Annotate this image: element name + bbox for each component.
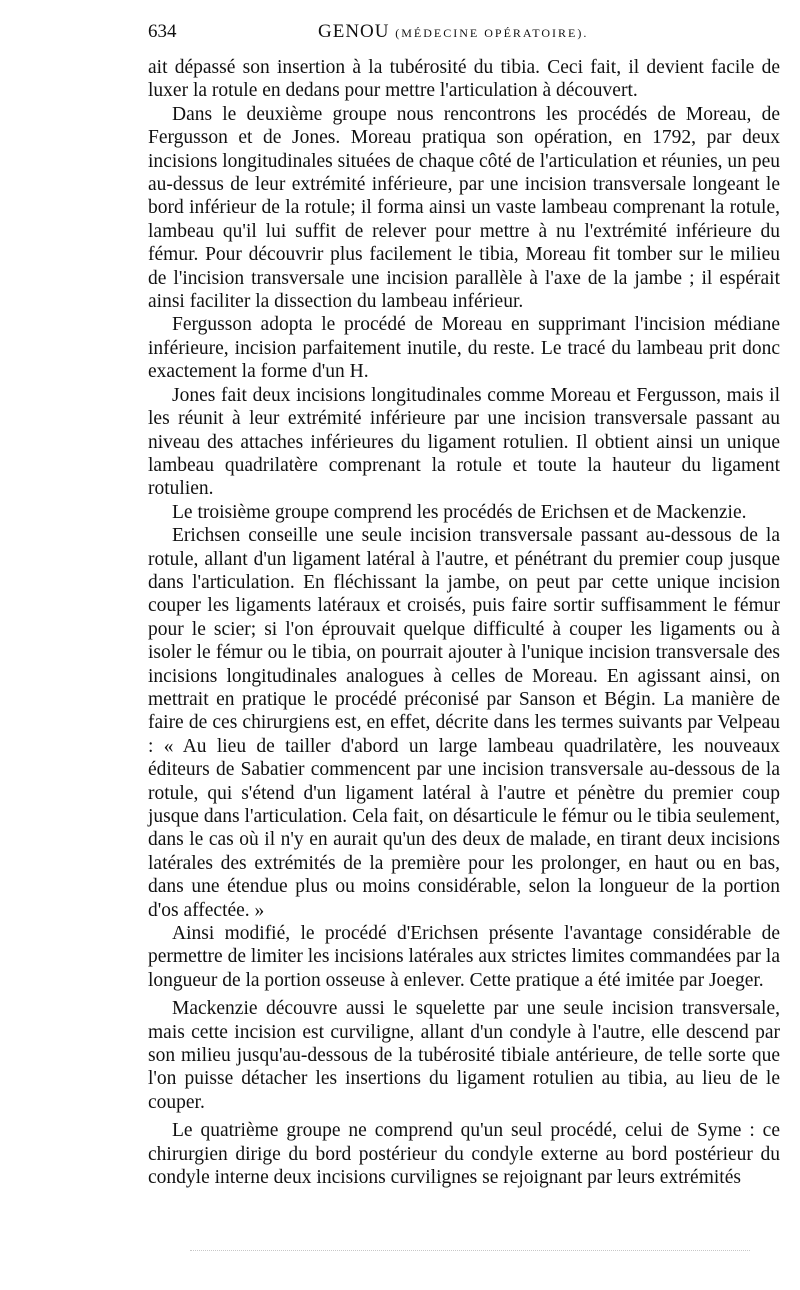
page-number: 634 (148, 21, 177, 42)
paragraph: Mackenzie découvre aussi le squelette par une seule incision transversale, mais cette incision est curviligne, allant d'un condyle à l'autre, elle descend par son milieu jusqu'au-dessous de la tubérosité tibiale antérieure, de telle sorte que l'on puisse détacher les insertions du ligament rotulien au tibia, au lieu de le couper. (148, 998, 780, 1113)
running-head-subtitle: (MÉDECINE OPÉRATOIRE). (395, 26, 589, 40)
paragraph: Le quatrième groupe ne comprend qu'un seul procédé, celui de Syme : ce chirurgien dirige du bord postérieur du condyle externe au bord postérieur du condyle interne deux incisions curvilignes se rejoignant par leurs extrémités (148, 1120, 780, 1189)
paragraph: Jones fait deux incisions longitudinales comme Moreau et Fergusson, mais il les réunit à leur extrémité inférieure par une incision transversale passant au niveau des attaches inférieures du ligament rotulien. Il obtient ainsi un unique lambeau quadrilatère comprenant la rotule et toute la hauteur du ligament rotulien. (148, 384, 780, 500)
page-header (148, 18, 778, 46)
running-head-title: GENOU (318, 21, 390, 42)
paragraph: Erichsen conseille une seule incision transversale passant au-dessous de la rotule, allant d'un ligament latéral à l'autre, et pénétrant du premier coup jusque dans l'articulation. En fléchissant la jambe, on peut par cette unique incision couper les ligaments latéraux et croisés, puis faire sortir suffisamment le fémur pour le scier; si l'on éprouvait quelque difficulté à couper les ligaments ou à isoler le fémur ou le tibia, on pourrait ajouter à l'unique incision transversale des incisions longitudinales analogues à celles de Moreau. En agissant ainsi, on mettrait en pratique le procédé préconisé par Sanson et Bégin. La manière de faire de ces chirurgiens est, en effet, décrite dans les termes suivants par Velpeau : « Au lieu de tailler d'abord un large lambeau quadrilatère, les nouveaux éditeurs de Sabatier commencent par une incision transversale au-dessous de la rotule, qui s'étend d'un ligament latéral à l'autre et pénètre du premier coup jusque dans l'articulation. Cela fait, on désarticule le fémur ou le tibia seulement, dans le cas où il n'y en aurait qu'un des deux de malade, en tirant deux incisions latérales des extrémités de la première pour les prolonger, en haut ou en bas, dans une étendue plus ou moins considérable, selon la longueur de la portion d'os affectée. » (148, 525, 780, 921)
body-text (148, 56, 780, 1190)
bleed-through-rule (190, 1250, 750, 1251)
running-head (318, 18, 588, 47)
paragraph: Le troisième groupe comprend les procédés de Erichsen et de Mackenzie. (172, 501, 747, 523)
paragraph: Fergusson adopta le procédé de Moreau en supprimant l'incision médiane inférieure, incision parfaitement inutile, du reste. Le tracé du lambeau prit donc exactement la forme d'un H. (148, 314, 780, 383)
paragraph: Dans le deuxième groupe nous rencontrons les procédés de Moreau, de Fergusson et de Jones. Moreau pratiqua son opération, en 1792, par deux incisions longitudinales situées de chaque côté de l'articulation et réunies, un peu au-dessus de leur extrémité inférieure, par une incision transversale longeant le bord inférieur de la rotule; il forma ainsi un vaste lambeau comprenant la rotule, lambeau qu'il lui suffit de relever pour mettre à nu l'extrémité inférieure du fémur. Pour découvrir plus facilement le tibia, Moreau fit tomber sur le milieu de l'incision transversale une incision parallèle à l'axe de la jambe ; il espérait ainsi faciliter la dissection du lambeau inférieur. (148, 103, 780, 313)
paragraph: ait dépassé son insertion à la tubérosité du tibia. Ceci fait, il devient facile de luxer la rotule en dedans pour mettre l'articulation à découvert. (148, 57, 780, 102)
paragraph: Ainsi modifié, le procédé d'Erichsen présente l'avantage considérable de permettre de limiter les incisions latérales aux strictes limites commandées par la longueur de la portion osseuse à enlever. Cette pratique a été imitée par Joeger. (148, 923, 780, 991)
